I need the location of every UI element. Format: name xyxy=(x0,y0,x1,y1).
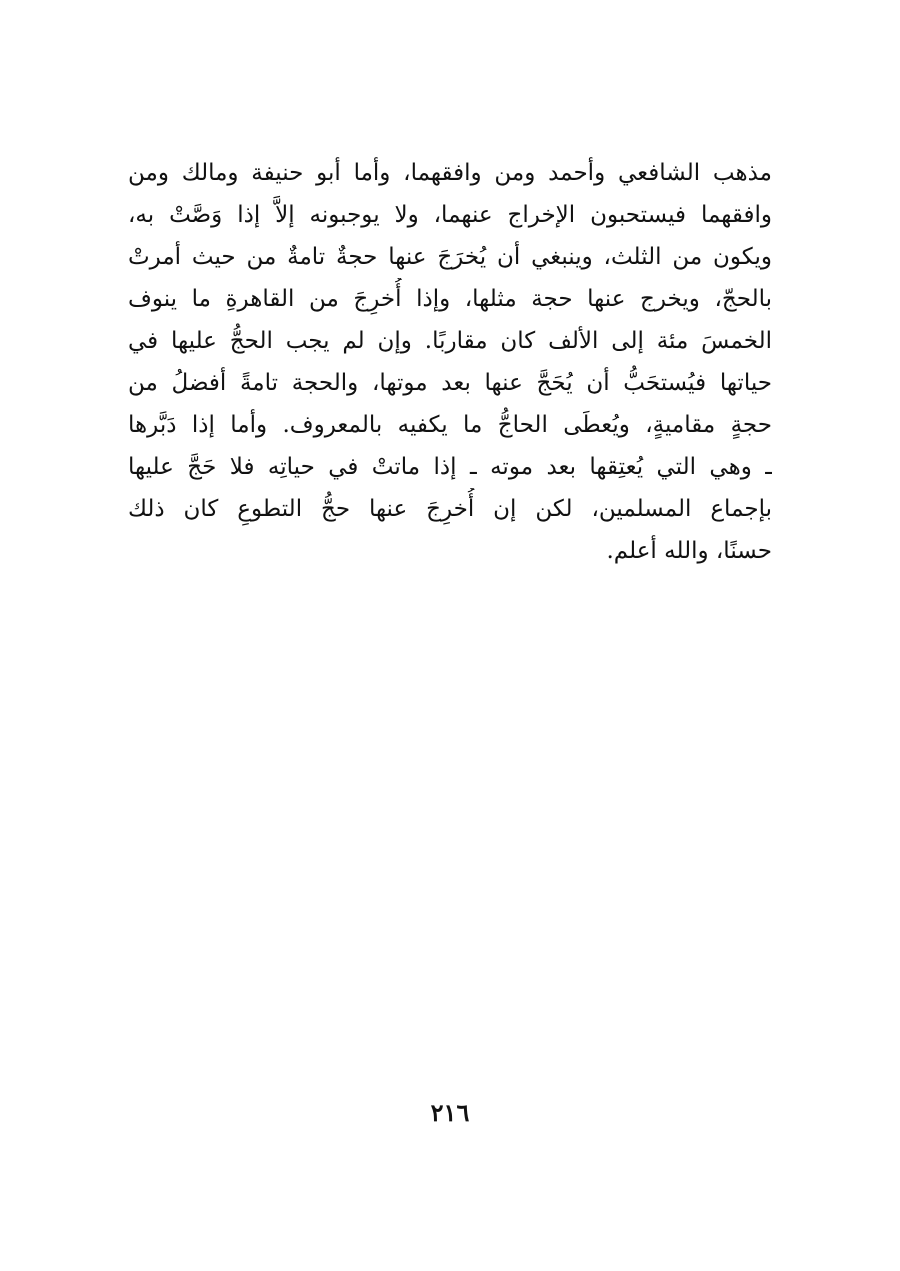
text-line: وافقهما فيستحبون الإخراج عنهما، ولا يوجبونه إلاَّ إذا وَصَّتْ به، xyxy=(128,202,772,228)
text-line: مذهب الشافعي وأحمد ومن وافقهما، وأما أبو حنيفة ومالك ومن xyxy=(128,160,772,186)
body-text xyxy=(128,152,772,572)
text-line: ـ وهي التي يُعتِقها بعد موته ـ إذا ماتتْ في حياتِه فلا حَجَّ عليها xyxy=(128,454,772,480)
text-line: ويكون من الثلث، وينبغي أن يُخرَجَ عنها حجةٌ تامةٌ من حيث أمرتْ xyxy=(128,244,772,270)
text-line: بالحجّ، ويخرج عنها حجة مثلها، وإذا أُخرِجَ من القاهرةِ ما ينوف xyxy=(128,286,772,312)
text-line: بإجماع المسلمين، لكن إن أُخرِجَ عنها حجُّ التطوعِ كان ذلك xyxy=(128,496,772,522)
page-number: ٢١٦ xyxy=(430,1098,470,1127)
text-line: الخمسَ مئة إلى الألف كان مقاربًا. وإن لم يجب الحجُّ عليها في xyxy=(128,328,772,354)
text-line: حسنًا، والله أعلم. xyxy=(606,538,772,564)
text-line: حياتها فيُستحَبُّ أن يُحَجَّ عنها بعد موتها، والحجة تامةً أفضلُ من xyxy=(128,370,772,396)
text-line: حجةٍ مقاميةٍ، ويُعطَى الحاجُّ ما يكفيه بالمعروف. وأما إذا دَبَّرها xyxy=(128,412,772,438)
